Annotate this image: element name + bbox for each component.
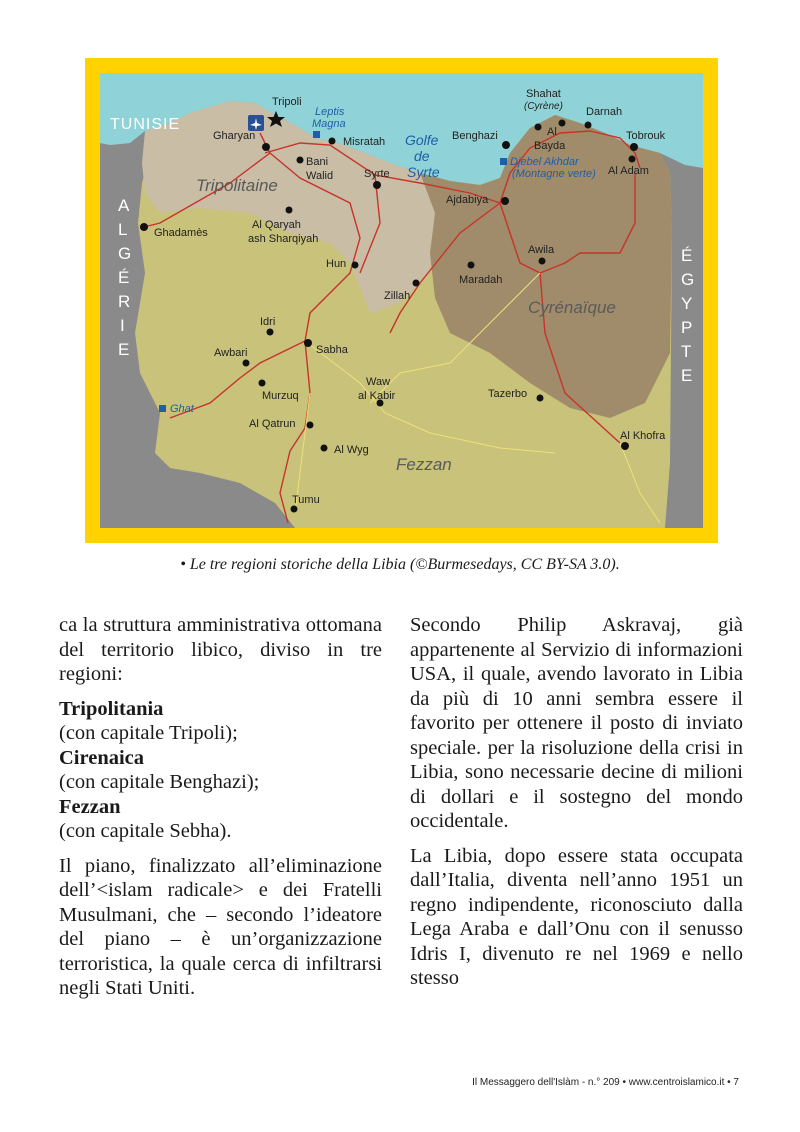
map-caption: • Le tre regioni storiche della Libia (©Burmesedays, CC BY-SA 3.0). xyxy=(180,556,620,573)
svg-text:Magna: Magna xyxy=(312,118,346,130)
airport-icon xyxy=(248,115,264,131)
region-capital: (con capitale Sebha). xyxy=(59,820,232,842)
svg-text:Shahat: Shahat xyxy=(526,88,561,100)
svg-text:Darnah: Darnah xyxy=(586,106,623,118)
svg-text:Zillah: Zillah xyxy=(384,290,411,302)
svg-text:Djebel Akhdar: Djebel Akhdar xyxy=(510,156,579,168)
svg-text:Tobrouk: Tobrouk xyxy=(626,130,666,142)
svg-text:L: L xyxy=(118,220,128,239)
page-footer: Il Messaggero dell'Islàm - n.° 209 • www.centroislamico.it • 7 xyxy=(472,1077,739,1088)
svg-text:Bayda: Bayda xyxy=(534,140,566,152)
svg-text:Ghadamès: Ghadamès xyxy=(154,227,208,239)
svg-text:É: É xyxy=(118,268,130,287)
region-capital: (con capitale Tripoli); xyxy=(59,722,238,744)
svg-text:Misratah: Misratah xyxy=(343,136,386,148)
plan-paragraph: Il piano, finalizzato all’eliminazione dell’<islam radicale> e dei Fratelli Musulmani, che – secondo l’ideatore del piano – è un’organizzazione terroristica, la quale cerca di infiltrarsi negli Stati Uniti. xyxy=(59,854,382,999)
askravaj-paragraph: Secondo Philip Askravaj, già appartenente al Servizio di informazioni USA, il quale, avendo lavorato in Libia da più di 10 anni sembra essere il favorito per ottenere il posto di inviato speciale. per la risoluzione della crisi in Libia, sono necessarie decine di milioni di dollari e il sostegno del mondo occidentale. xyxy=(410,614,743,832)
svg-text:Al Qaryah: Al Qaryah xyxy=(252,219,301,231)
svg-text:E: E xyxy=(681,366,693,385)
region-capital: (con capitale Benghazi); xyxy=(59,771,260,793)
svg-text:Murzuq: Murzuq xyxy=(262,390,299,402)
map-region-fezzan: Fezzan xyxy=(396,455,452,474)
region-name: Tripolitania xyxy=(59,697,164,720)
map-city-tripoli xyxy=(272,96,302,108)
svg-text:Tazerbo: Tazerbo xyxy=(488,388,528,400)
svg-text:Sabha: Sabha xyxy=(316,344,348,356)
libya-map xyxy=(100,73,703,528)
svg-text:Al Khofra: Al Khofra xyxy=(620,430,666,442)
svg-text:G: G xyxy=(681,270,695,289)
svg-text:Hun: Hun xyxy=(326,258,347,270)
svg-text:de: de xyxy=(414,148,430,164)
svg-text:Al Wyg: Al Wyg xyxy=(334,444,369,456)
svg-text:I: I xyxy=(120,316,125,335)
svg-text:Benghazi: Benghazi xyxy=(452,130,498,142)
history-paragraph: La Libia, dopo essere stata occupata dall’Italia, diventa nell’anno 1951 un regno indipendente, riconosciuto dalla Lega Araba e dall’Onu con il senusso Idris I, divenuto re nel 1969 e nello stesso xyxy=(410,844,743,989)
svg-text:Waw: Waw xyxy=(366,376,391,388)
svg-text:Awbari: Awbari xyxy=(214,347,248,359)
svg-text:Leptis: Leptis xyxy=(315,106,345,118)
svg-text:Al Adam: Al Adam xyxy=(608,165,649,177)
map-region-cyrenaica: Cyrénaïque xyxy=(528,298,616,317)
svg-text:Walid: Walid xyxy=(306,170,334,182)
right-column xyxy=(410,613,743,991)
svg-text:Golfe: Golfe xyxy=(405,132,439,148)
svg-text:Ajdabiya: Ajdabiya xyxy=(446,194,489,206)
svg-text:Y: Y xyxy=(681,294,693,313)
svg-text:Bani: Bani xyxy=(306,156,329,168)
svg-text:Tripoli: Tripoli xyxy=(272,96,302,108)
svg-text:Gharyan: Gharyan xyxy=(213,130,256,142)
svg-text:É: É xyxy=(681,246,693,265)
region-name: Fezzan xyxy=(59,795,121,818)
svg-text:Idri: Idri xyxy=(260,316,276,328)
svg-text:(Montagne verte): (Montagne verte) xyxy=(512,168,596,180)
map-region-tripolitania: Tripolitaine xyxy=(196,176,278,195)
svg-text:Ghat: Ghat xyxy=(170,403,194,415)
svg-text:(Cyrène): (Cyrène) xyxy=(524,101,563,112)
svg-text:G: G xyxy=(118,244,132,263)
svg-text:ash Sharqiyah: ash Sharqiyah xyxy=(248,233,319,245)
svg-text:Al: Al xyxy=(547,126,557,138)
svg-text:Syrte: Syrte xyxy=(364,168,390,180)
svg-text:E: E xyxy=(118,340,130,359)
map-frame xyxy=(85,58,718,543)
intro-paragraph: ca la struttura amministrativa ottomana del territorio libico, diviso in tre regioni: xyxy=(59,614,382,685)
map-country-tunisia: TUNISIE xyxy=(110,116,181,133)
svg-text:Maradah: Maradah xyxy=(459,274,503,286)
svg-text:T: T xyxy=(681,342,692,361)
svg-text:Al Qatrun: Al Qatrun xyxy=(249,418,296,430)
svg-text:al Kabir: al Kabir xyxy=(358,390,396,402)
svg-text:Tumu: Tumu xyxy=(292,494,320,506)
svg-text:Awila: Awila xyxy=(528,244,555,256)
region-name: Cirenaica xyxy=(59,746,145,769)
regions-list xyxy=(59,697,382,844)
svg-text:P: P xyxy=(681,318,693,337)
left-column xyxy=(59,613,382,1001)
svg-text:R: R xyxy=(118,292,131,311)
svg-text:A: A xyxy=(118,196,130,215)
svg-text:Syrte: Syrte xyxy=(407,164,440,180)
